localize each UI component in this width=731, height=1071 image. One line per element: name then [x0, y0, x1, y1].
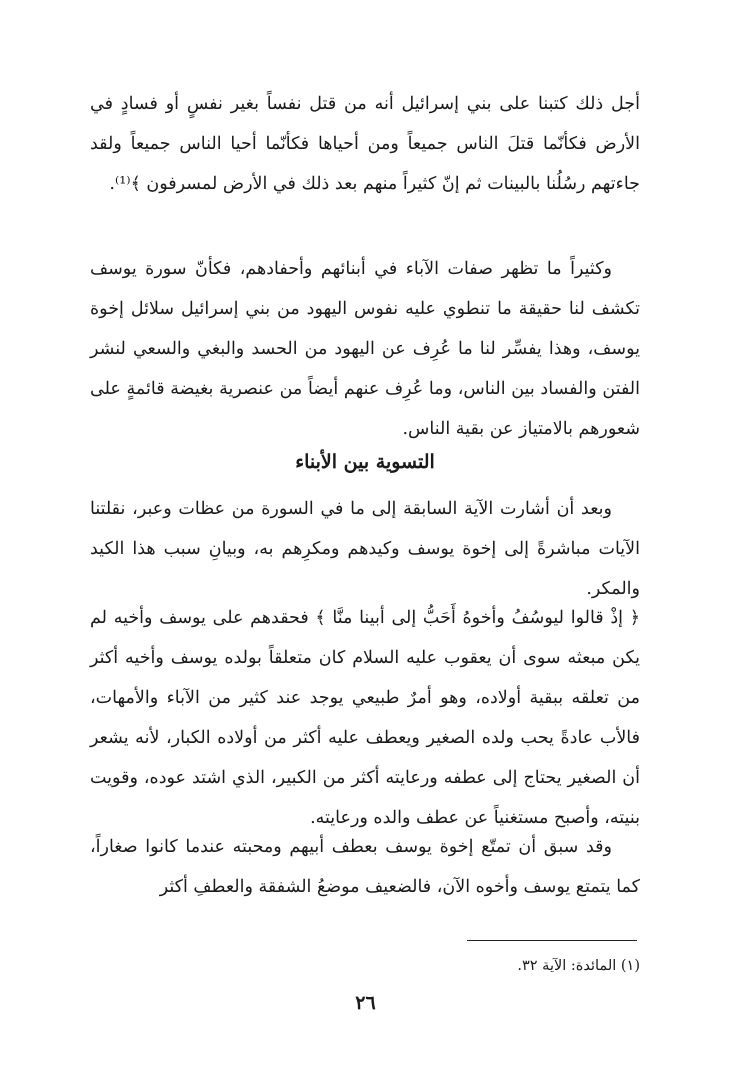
footnote: (١) المائدة: الآية ٣٢. — [517, 958, 640, 974]
section-heading: التسوية بين الأبناء — [295, 451, 435, 473]
page-number: ٢٦ — [355, 992, 376, 1014]
body-paragraph-4: ﴿ إذْ قالوا ليوسُفُ وأخوهُ أَحَبُّ إلى أبينا منَّا ﴾ فحقدهم على يوسف وأخيه لم يكن مبعثه سوى أن يعقوب عليه السلام كان متعلقاً بولده يوسف وأخيه أكثر من تعلقه ببقية أولاده، وهو أمرٌ طبيعي يوجد عند كثير من الآباء والأمهات، فالأب عادةً يحب ولده الصغير ويعطف عليه أكثر من أولاده الكبار، لأنه يشعر أن الصغير يحتاج إلى عطفه ورعايته أكثر من الكبير، الذي اشتد عوده، وقويت بنيته، وأصبح مستغنياً عن عطف والده ورعايته. — [90, 608, 640, 828]
body-paragraph-5: وقد سبق أن تمتّع إخوة يوسف بعطف أبيهم ومحبته عندما كانوا صغاراً، كما يتمتع يوسف وأخوه الآن، فالضعيف موضعُ الشفقة والعطفِ أكثر — [90, 837, 640, 897]
body-paragraph-1: أجل ذلك كتبنا على بني إسرائيل أنه من قتل نفساً بغير نفسٍ أو فسادٍ في الأرض فكأنّما قتلَ الناس جميعاً ومن أحياها فكأنّما أحيا الناس جميعاً ولقد جاءتهم رسُلُنا بالبينات ثم إنّ كثيراً منهم بعد ذلك في الأرض لمسرفون ﴾⁽¹⁾. — [90, 94, 640, 194]
body-paragraph-2: وكثيراً ما تظهر صفات الآباء في أبنائهم وأحفادهم، فكأنّ سورة يوسف تكشف لنا حقيقة ما تنطوي عليه نفوس اليهود من بني إسرائيل سلائل إخوة يوسف، وهذا يفسِّر لنا ما عُرِف عن اليهود من الحسد والبغي والسعي لنشر الفتن والفساد بين الناس، وما عُرِف عنهم أيضاً من عنصرية بغيضة قائمةٍ على شعورهم بالامتياز عن بقية الناس. — [90, 259, 640, 439]
footnote-divider — [467, 940, 637, 941]
body-paragraph-3: وبعد أن أشارت الآية السابقة إلى ما في السورة من عظات وعبر، نقلتنا الآيات مباشرةً إلى إخوة يوسف وكيدهم ومكرِهم به، وبيانِ سبب هذا الكيد والمكر. — [90, 499, 640, 599]
